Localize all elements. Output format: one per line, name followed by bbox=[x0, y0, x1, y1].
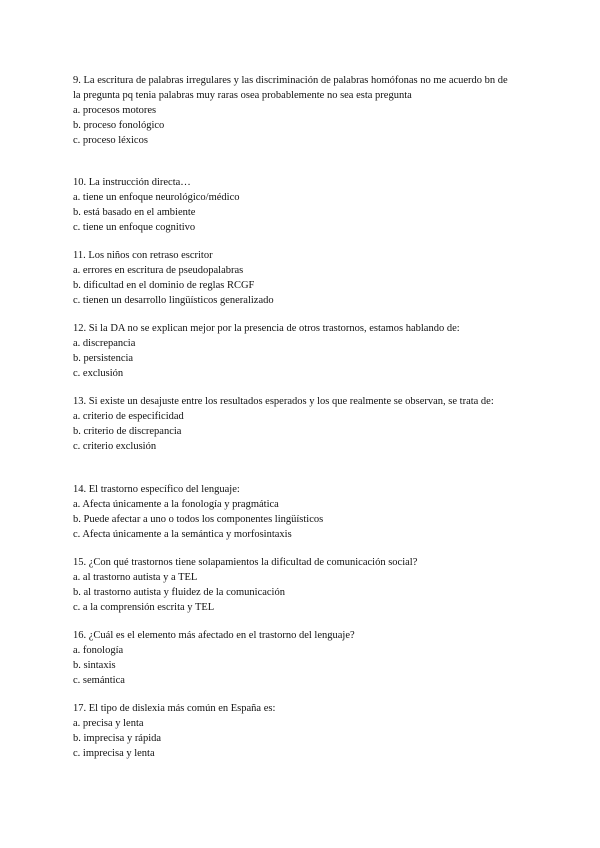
question-title: 12. Si la DA no se explican mejor por la presencia de otros trastornos, estamos hablando de: bbox=[73, 323, 460, 334]
option-a: a. al trastorno autista y a TEL bbox=[73, 572, 198, 583]
option-b: b. persistencia bbox=[73, 353, 134, 364]
option-a: a. precisa y lenta bbox=[73, 718, 144, 729]
option-c: c. Afecta únicamente a la semántica y morfosintaxis bbox=[73, 529, 292, 540]
option-b: b. criterio de discrepancia bbox=[73, 426, 182, 437]
option-c: c. tiene un enfoque cognitivo bbox=[73, 222, 196, 233]
option-b: b. está basado en el ambiente bbox=[73, 207, 196, 218]
option-c: c. exclusión bbox=[73, 368, 124, 379]
question-9 bbox=[73, 73, 513, 148]
question-title: 17. El tipo de dislexia más común en España es: bbox=[73, 703, 276, 714]
option-b: b. al trastorno autista y fluidez de la comunicación bbox=[73, 587, 285, 598]
option-c: c. criterio exclusión bbox=[73, 441, 157, 452]
option-a: a. procesos motores bbox=[73, 105, 157, 116]
option-b: b. Puede afectar a uno o todos los componentes lingüísticos bbox=[73, 514, 324, 525]
question-14 bbox=[73, 482, 513, 542]
option-c: c. semántica bbox=[73, 675, 125, 686]
option-a: a. errores en escritura de pseudopalabras bbox=[73, 265, 244, 276]
question-title: 10. La instrucción directa… bbox=[73, 177, 191, 188]
option-a: a. fonología bbox=[73, 645, 124, 656]
question-title: 14. El trastorno específico del lenguaje: bbox=[73, 484, 240, 495]
option-b: b. imprecisa y rápida bbox=[73, 733, 162, 744]
option-b: b. sintaxis bbox=[73, 660, 116, 671]
option-b: b. proceso fonológico bbox=[73, 120, 165, 131]
option-a: a. tiene un enfoque neurológico/médico bbox=[73, 192, 240, 203]
question-title: 13. Si existe un desajuste entre los resultados esperados y los que realmente se observan, se trata de: bbox=[73, 396, 494, 407]
option-b: b. dificultad en el dominio de reglas RCGF bbox=[73, 280, 255, 291]
question-17 bbox=[73, 701, 513, 761]
option-c: c. a la comprensión escrita y TEL bbox=[73, 602, 215, 613]
option-c: c. tienen un desarrollo lingüísticos generalizado bbox=[73, 295, 274, 306]
question-16 bbox=[73, 628, 513, 688]
question-12 bbox=[73, 321, 513, 381]
option-c: c. imprecisa y lenta bbox=[73, 748, 155, 759]
question-11 bbox=[73, 248, 513, 308]
option-a: a. discrepancia bbox=[73, 338, 136, 349]
question-10 bbox=[73, 175, 513, 235]
question-title: 15. ¿Con qué trastornos tiene solapamientos la dificultad de comunicación social? bbox=[73, 557, 418, 568]
option-a: a. criterio de especificidad bbox=[73, 411, 184, 422]
question-title: 11. Los niños con retraso escritor bbox=[73, 250, 213, 261]
question-title: 16. ¿Cuál es el elemento más afectado en el trastorno del lenguaje? bbox=[73, 630, 355, 641]
question-title: 9. La escritura de palabras irregulares y las discriminación de palabras homófonas no me acuerdo bn de la pregunta pq tenia palabras muy raras osea probablemente no sea esta pregunta bbox=[73, 75, 508, 101]
option-c: c. proceso léxicos bbox=[73, 135, 148, 146]
question-15 bbox=[73, 555, 513, 615]
question-13 bbox=[73, 394, 513, 454]
option-a: a. Afecta únicamente a la fonología y pragmática bbox=[73, 499, 279, 510]
